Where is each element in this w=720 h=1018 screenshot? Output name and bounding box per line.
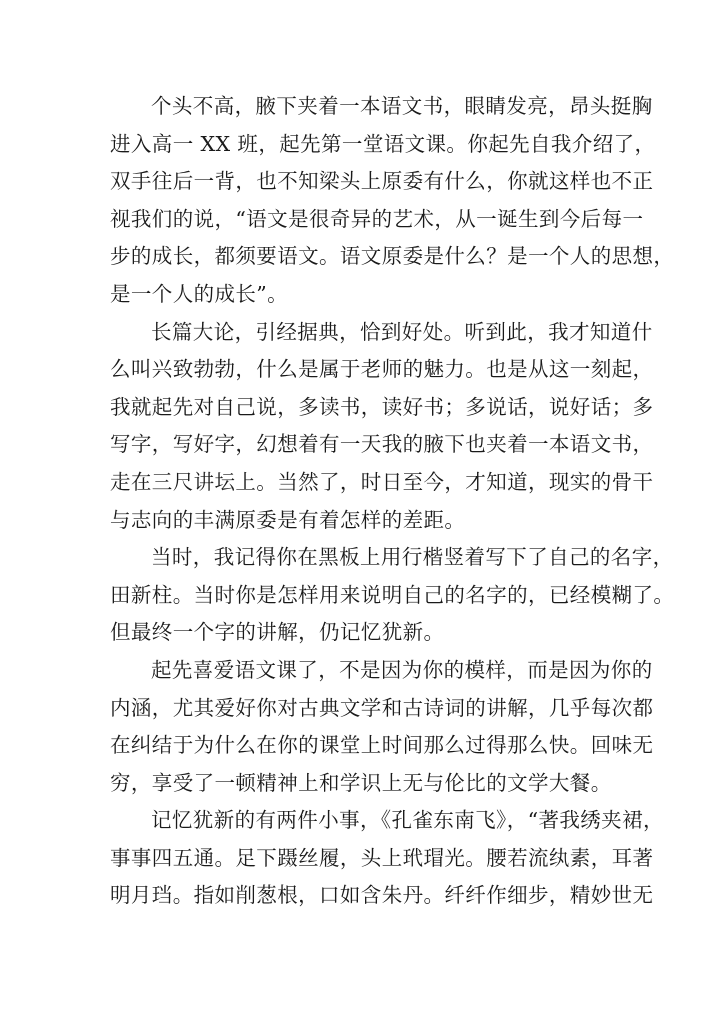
text-line: 双手往后一背，也不知梁头上原委有什么，你就这样也不正 bbox=[110, 169, 654, 194]
text-line: 当时，我记得你在黑板上用行楷竖着写下了自己的名字， bbox=[151, 545, 674, 570]
text-line: 进入高一 XX 班，起先第一堂语文课。你起先自我介绍了， bbox=[110, 131, 656, 156]
text-line: 么叫兴致勃勃，什么是属于老师的魅力。也是从这一刻起， bbox=[110, 357, 654, 382]
text-line: 我就起先对自己说，多读书，读好书；多说话，说好话；多 bbox=[110, 394, 654, 419]
text-line: 与志向的丰满原委是有着怎样的差距。 bbox=[110, 507, 466, 532]
paragraph-2 bbox=[110, 314, 654, 540]
text-line: 内涵，尤其爱好你对古典文学和古诗词的讲解，几乎每次都 bbox=[110, 695, 654, 720]
text-line: 长篇大论，引经据典，恰到好处。听到此，我才知道什 bbox=[151, 319, 653, 344]
text-line: 起先喜爱语文课了，不是因为你的模样，而是因为你的 bbox=[151, 657, 653, 682]
text-line: 记忆犹新的有两件小事，《孔雀东南飞》，“著我绣夹裙， bbox=[151, 808, 664, 833]
text-line: 田新柱。当时你是怎样用来说明自己的名字的，已经模糊了。 bbox=[110, 582, 675, 607]
text-line: 走在三尺讲坛上。当然了，时日至今，才知道，现实的骨干 bbox=[110, 469, 654, 494]
text-line: 明月珰。指如削葱根，口如含朱丹。纤纤作细步，精妙世无 bbox=[110, 883, 654, 908]
text-line: 是一个人的成长”。 bbox=[110, 281, 289, 306]
text-line: 个头不高，腋下夹着一本语文书，眼睛发亮，昂头挺胸 bbox=[151, 94, 653, 118]
paragraph-5 bbox=[110, 802, 664, 915]
body-text bbox=[110, 88, 675, 915]
paragraph-1 bbox=[110, 88, 675, 314]
paragraph-3 bbox=[110, 539, 675, 652]
text-line: 写字，写好字，幻想着有一天我的腋下也夹着一本语文书， bbox=[110, 432, 654, 457]
text-line: 穷，享受了一顿精神上和学识上无与伦比的文学大餐。 bbox=[110, 770, 612, 795]
paragraph-4 bbox=[110, 652, 654, 802]
text-line: 步的成长，都须要语文。语文原委是什么？是一个人的思想， bbox=[110, 244, 675, 269]
text-line: 视我们的说，“语文是很奇异的艺术，从一诞生到今后每一 bbox=[110, 206, 644, 231]
text-line: 事事四五通。足下蹑丝履，头上玳瑁光。腰若流纨素，耳著 bbox=[110, 845, 654, 870]
text-line: 但最终一个字的讲解，仍记忆犹新。 bbox=[110, 620, 445, 645]
text-line: 在纠结于为什么在你的课堂上时间那么过得那么快。回味无 bbox=[110, 733, 654, 758]
